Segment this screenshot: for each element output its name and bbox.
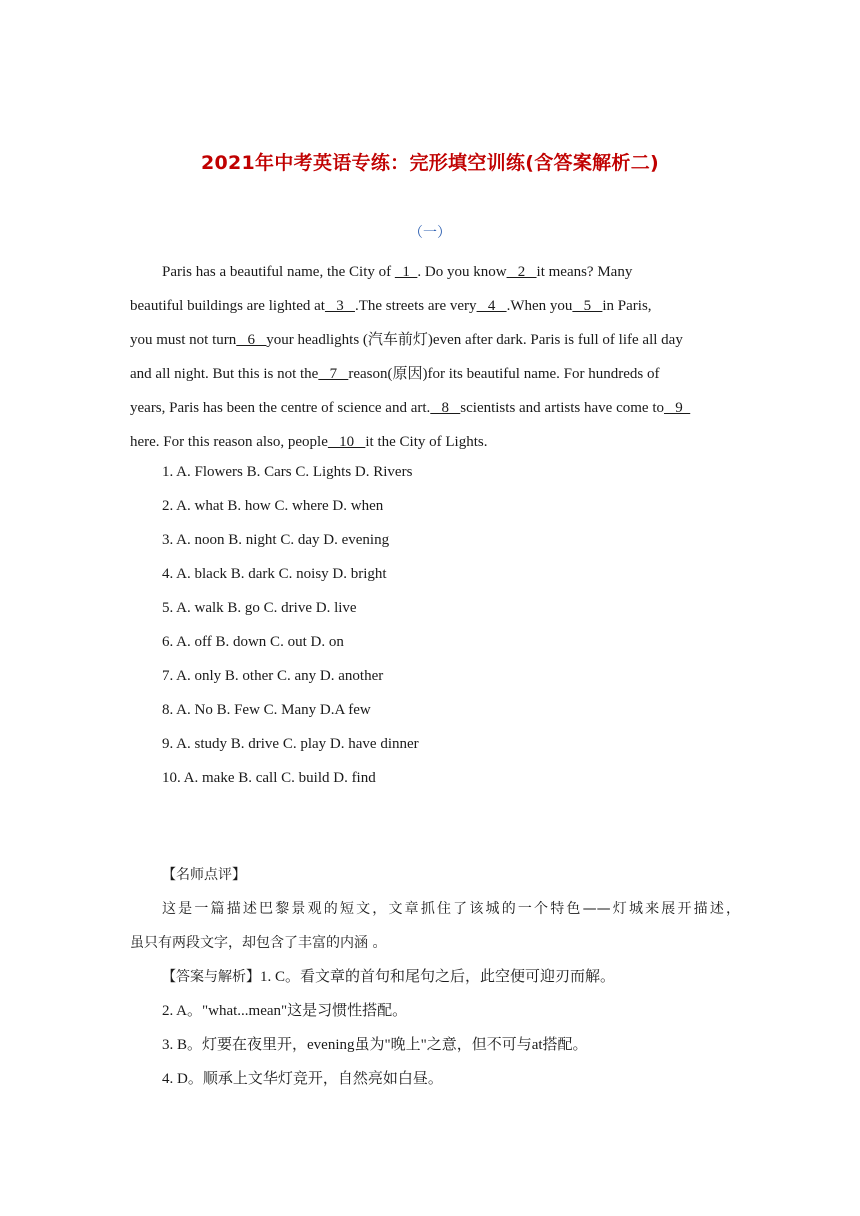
passage-text: in Paris,	[602, 298, 652, 314]
answer-header: 【答案与解析】	[162, 969, 260, 985]
passage-line-3	[130, 323, 735, 357]
blank-2: 2	[506, 264, 537, 280]
passage-text: you must not turn	[130, 332, 237, 348]
blank-7: 7	[318, 366, 349, 382]
answer-3-row: 3. B。灯要在夜里开，evening虽为"晚上"之意，但不可与at搭配。	[162, 1037, 588, 1053]
option-row: 2. A. what B. how C. where D. when	[162, 498, 384, 514]
comment-text-line-2: 虽只有两段文字，却包含了丰富的内涵 。	[130, 935, 387, 951]
option-row: 1. A. Flowers B. Cars C. Lights D. Rivers	[162, 464, 413, 480]
passage-text: here. For this reason also, people	[130, 434, 328, 450]
option-row: 4. A. black B. dark C. noisy D. bright	[162, 566, 387, 582]
passage-text: and all night. But this is not the	[130, 366, 319, 382]
answer-explanation: 1. C。看文章的首句和尾句之后，此空便可迎刃而解。	[260, 969, 616, 985]
analysis-section	[130, 858, 740, 1096]
passage-text: scientists and artists have come to	[460, 400, 664, 416]
option-row: 10. A. make B. call C. build D. find	[162, 770, 376, 786]
blank-9: 9	[663, 400, 691, 416]
passage-text: .The streets are very	[354, 298, 477, 314]
passage-text: . Do you know	[417, 264, 507, 280]
passage-line-5	[130, 391, 735, 425]
option-row: 8. A. No B. Few C. Many D.A few	[162, 702, 371, 718]
blank-4: 4	[476, 298, 507, 314]
passage-text: beautiful buildings are lighted at	[130, 298, 325, 314]
answer-2-row: 2. A。"what...mean"这是习惯性搭配。	[162, 1003, 408, 1019]
passage-text: it the City of Lights.	[365, 434, 488, 450]
option-row: 3. A. noon B. night C. day D. evening	[162, 532, 390, 548]
blank-1: 1	[394, 264, 418, 280]
option-row: 7. A. only B. other C. any D. another	[162, 668, 384, 684]
answer-options	[162, 455, 419, 795]
passage-text: it means? Many	[536, 264, 633, 280]
passage-line-4	[130, 357, 735, 391]
answer-4-row: 4. D。顺承上文华灯竞开，自然亮如白昼。	[162, 1071, 443, 1087]
blank-10: 10	[327, 434, 366, 450]
blank-8: 8	[430, 400, 461, 416]
blank-5: 5	[572, 298, 603, 314]
passage-text: Paris has a beautiful name, the City of	[162, 264, 395, 280]
blank-6: 6	[236, 332, 267, 348]
comment-text-line-1: 这是一篇描述巴黎景观的短文，文章抓住了该城的一个特色——灯城来展开描述，	[162, 901, 740, 917]
document-title: 2021年中考英语专练：完形填空训练(含答案解析二)	[200, 152, 660, 174]
cloze-passage	[130, 255, 735, 459]
passage-line-1	[130, 255, 735, 289]
option-row: 5. A. walk B. go C. drive D. live	[162, 600, 357, 616]
passage-text: .When you	[506, 298, 573, 314]
passage-text: your headlights (汽车前灯)even after dark. Paris is full of life all day	[266, 332, 683, 348]
comment-header: 【名师点评】	[162, 867, 246, 883]
passage-line-2	[130, 289, 735, 323]
answer-1-row	[130, 960, 740, 994]
option-row: 6. A. off B. down C. out D. on	[162, 634, 344, 650]
section-number: （一）	[409, 225, 451, 241]
passage-text: years, Paris has been the centre of science and art.	[130, 400, 431, 416]
blank-3: 3	[324, 298, 355, 314]
option-row: 9. A. study B. drive C. play D. have dinner	[162, 736, 419, 752]
passage-text: reason(原因)for its beautiful name. For hundreds of	[348, 366, 660, 382]
passage-line-6	[130, 425, 735, 459]
